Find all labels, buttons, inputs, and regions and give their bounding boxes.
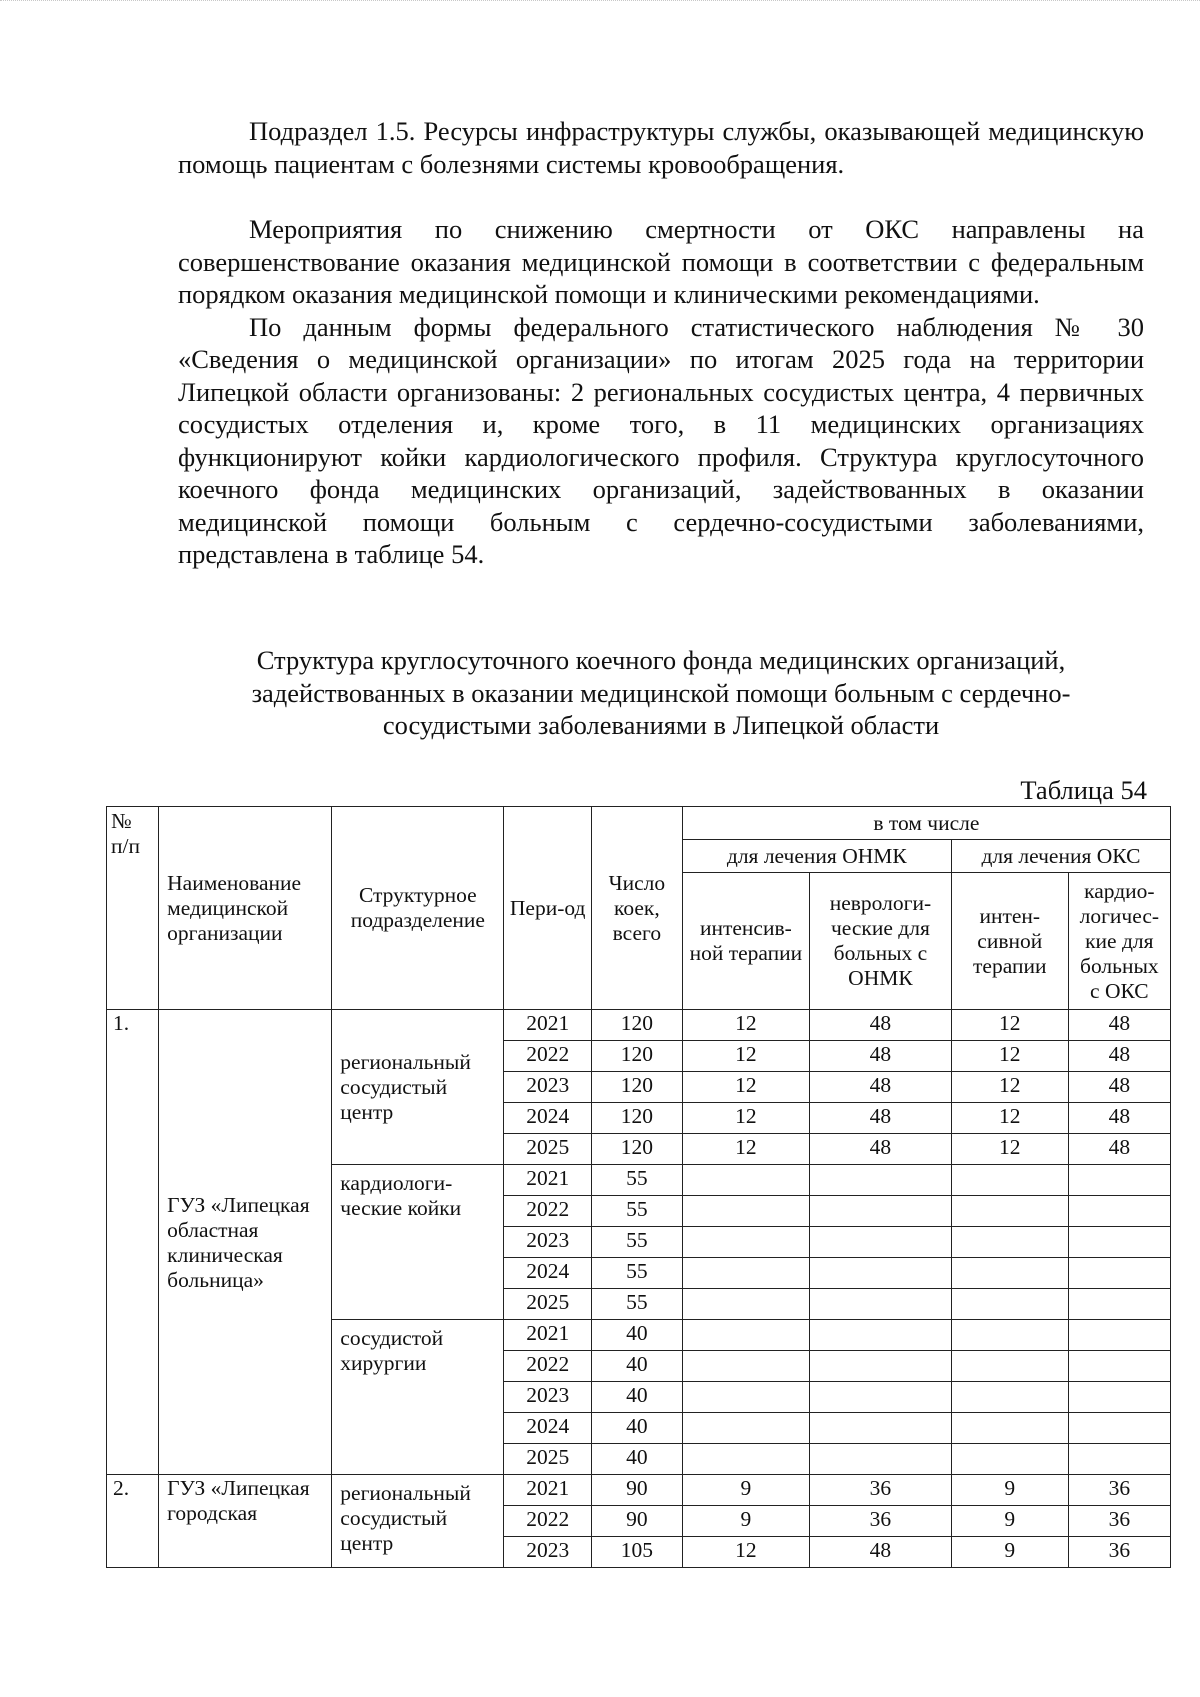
cell-period: 2025 — [504, 1444, 592, 1475]
header-unit: Структурное подразделение — [332, 807, 504, 1010]
cell-period: 2022 — [504, 1196, 592, 1227]
cell-period: 2022 — [504, 1506, 592, 1537]
cell-onmk-neuro — [810, 1444, 952, 1475]
cell-beds: 40 — [592, 1351, 683, 1382]
cell-onmk-neuro — [810, 1165, 952, 1196]
cell-onmk-icu — [682, 1196, 809, 1227]
header-including: в том числе — [682, 807, 1170, 840]
header-oks-icu: интен-сивной терапии — [951, 873, 1068, 1010]
table-row — [107, 1475, 1171, 1506]
structural-unit: кардиологи-ческие койки — [332, 1165, 504, 1320]
org-name: ГУЗ «Липецкая областная клиническая больница» — [159, 1010, 332, 1475]
cell-oks-cardio — [1068, 1227, 1170, 1258]
org-number: 2. — [107, 1475, 159, 1568]
table-header — [107, 807, 1171, 1010]
cell-oks-icu: 12 — [951, 1041, 1068, 1072]
cell-onmk-icu — [682, 1351, 809, 1382]
cell-beds: 120 — [592, 1010, 683, 1041]
cell-onmk-neuro: 48 — [810, 1537, 952, 1568]
cell-period: 2022 — [504, 1351, 592, 1382]
cell-beds: 120 — [592, 1041, 683, 1072]
cell-period: 2023 — [504, 1072, 592, 1103]
header-org: Наименование медицинской организации — [159, 807, 332, 1010]
cell-oks-icu — [951, 1351, 1068, 1382]
header-beds-total: Число коек, всего — [592, 807, 683, 1010]
cell-onmk-neuro — [810, 1196, 952, 1227]
cell-oks-icu: 12 — [951, 1010, 1068, 1041]
cell-onmk-icu: 9 — [682, 1506, 809, 1537]
cell-period: 2025 — [504, 1134, 592, 1165]
paragraph-1: Мероприятия по снижению смертности от ОКС направлены на совершенствование оказания медицинской помощи в соответствии с федеральным порядком оказания медицинской помощи и клиническими рекомендациями. — [178, 214, 1144, 309]
cell-beds: 40 — [592, 1413, 683, 1444]
cell-onmk-neuro: 48 — [810, 1072, 952, 1103]
cell-oks-cardio — [1068, 1196, 1170, 1227]
cell-onmk-neuro — [810, 1351, 952, 1382]
cell-oks-cardio: 36 — [1068, 1506, 1170, 1537]
cell-beds: 40 — [592, 1444, 683, 1475]
table-body — [107, 1010, 1171, 1568]
cell-oks-cardio — [1068, 1444, 1170, 1475]
cell-onmk-icu — [682, 1289, 809, 1320]
cell-oks-icu: 12 — [951, 1103, 1068, 1134]
cell-oks-cardio — [1068, 1320, 1170, 1351]
cell-period: 2023 — [504, 1537, 592, 1568]
cell-beds: 55 — [592, 1165, 683, 1196]
header-oks: для лечения ОКС — [951, 840, 1170, 873]
header-num: № п/п — [107, 807, 159, 1010]
cell-oks-icu — [951, 1227, 1068, 1258]
cell-onmk-icu: 9 — [682, 1475, 809, 1506]
structural-unit: региональный сосудистый центр — [332, 1010, 504, 1165]
org-name: ГУЗ «Липецкая городская — [159, 1475, 332, 1568]
org-number: 1. — [107, 1010, 159, 1475]
structural-unit: региональный сосудистый центр — [332, 1475, 504, 1568]
cell-beds: 55 — [592, 1258, 683, 1289]
section-heading-block — [178, 115, 1144, 180]
cell-onmk-icu: 12 — [682, 1041, 809, 1072]
cell-onmk-icu: 12 — [682, 1134, 809, 1165]
cell-period: 2021 — [504, 1320, 592, 1351]
table-row — [107, 1010, 1171, 1041]
cell-oks-icu: 9 — [951, 1506, 1068, 1537]
cell-oks-icu — [951, 1258, 1068, 1289]
table-caption-line: задействованных в оказании медицинской помощи больным с сердечно- — [251, 677, 1071, 708]
cell-oks-cardio — [1068, 1165, 1170, 1196]
cell-beds: 55 — [592, 1227, 683, 1258]
table-number-label: Таблица 54 — [1020, 775, 1147, 805]
cell-beds: 120 — [592, 1134, 683, 1165]
cell-oks-cardio: 36 — [1068, 1475, 1170, 1506]
cell-onmk-neuro: 36 — [810, 1475, 952, 1506]
header-period: Пери-од — [504, 807, 592, 1010]
cell-beds: 105 — [592, 1537, 683, 1568]
cell-oks-icu — [951, 1320, 1068, 1351]
cell-period: 2021 — [504, 1165, 592, 1196]
cell-oks-cardio — [1068, 1382, 1170, 1413]
cell-oks-icu — [951, 1196, 1068, 1227]
cell-onmk-neuro — [810, 1289, 952, 1320]
cell-onmk-icu — [682, 1227, 809, 1258]
cell-period: 2025 — [504, 1289, 592, 1320]
cell-onmk-icu: 12 — [682, 1103, 809, 1134]
table-caption-line: Структура круглосуточного коечного фонда медицинских организаций, — [256, 645, 1066, 675]
cell-oks-cardio: 36 — [1068, 1537, 1170, 1568]
body-text — [178, 213, 1144, 571]
cell-oks-cardio — [1068, 1289, 1170, 1320]
cell-onmk-neuro — [810, 1382, 952, 1413]
cell-onmk-icu — [682, 1320, 809, 1351]
header-onmk: для лечения ОНМК — [682, 840, 951, 873]
cell-oks-icu: 9 — [951, 1475, 1068, 1506]
cell-onmk-icu: 12 — [682, 1072, 809, 1103]
cell-period: 2021 — [504, 1010, 592, 1041]
cell-beds: 40 — [592, 1382, 683, 1413]
cell-onmk-icu — [682, 1382, 809, 1413]
cell-beds: 40 — [592, 1320, 683, 1351]
cell-onmk-neuro: 36 — [810, 1506, 952, 1537]
cell-oks-icu — [951, 1382, 1068, 1413]
cell-beds: 90 — [592, 1506, 683, 1537]
cell-onmk-icu — [682, 1258, 809, 1289]
cell-onmk-neuro — [810, 1258, 952, 1289]
cell-oks-icu — [951, 1289, 1068, 1320]
cell-oks-icu — [951, 1444, 1068, 1475]
cell-onmk-neuro — [810, 1413, 952, 1444]
header-onmk-icu: интенсив-ной терапии — [682, 873, 809, 1010]
cell-oks-cardio — [1068, 1351, 1170, 1382]
cell-onmk-icu: 12 — [682, 1010, 809, 1041]
cell-beds: 55 — [592, 1196, 683, 1227]
cell-oks-cardio — [1068, 1413, 1170, 1444]
cell-oks-cardio: 48 — [1068, 1134, 1170, 1165]
cell-period: 2022 — [504, 1041, 592, 1072]
cell-oks-cardio: 48 — [1068, 1041, 1170, 1072]
cell-oks-icu — [951, 1413, 1068, 1444]
cell-oks-cardio: 48 — [1068, 1103, 1170, 1134]
cell-beds: 120 — [592, 1072, 683, 1103]
cell-oks-cardio: 48 — [1068, 1072, 1170, 1103]
cell-onmk-neuro — [810, 1227, 952, 1258]
cell-period: 2024 — [504, 1413, 592, 1444]
cell-onmk-neuro: 48 — [810, 1010, 952, 1041]
header-oks-cardio: кардио-логичес-кие для больных с ОКС — [1068, 873, 1170, 1010]
cell-period: 2021 — [504, 1475, 592, 1506]
cell-period: 2023 — [504, 1227, 592, 1258]
cell-oks-cardio: 48 — [1068, 1010, 1170, 1041]
cell-onmk-neuro: 48 — [810, 1041, 952, 1072]
cell-oks-icu: 9 — [951, 1537, 1068, 1568]
cell-beds: 55 — [592, 1289, 683, 1320]
cell-onmk-icu: 12 — [682, 1537, 809, 1568]
cell-oks-icu: 12 — [951, 1134, 1068, 1165]
table-caption-line: сосудистыми заболеваниями в Липецкой области — [382, 710, 940, 740]
cell-oks-cardio — [1068, 1258, 1170, 1289]
page-top-edge — [0, 0, 1200, 10]
cell-onmk-icu — [682, 1413, 809, 1444]
cell-period: 2024 — [504, 1258, 592, 1289]
cell-oks-icu — [951, 1165, 1068, 1196]
cell-period: 2023 — [504, 1382, 592, 1413]
cell-onmk-neuro: 48 — [810, 1103, 952, 1134]
cell-onmk-icu — [682, 1165, 809, 1196]
header-onmk-neuro: неврологи-ческие для больных с ОНМК — [810, 873, 952, 1010]
bed-fund-table — [106, 806, 1171, 1568]
cell-onmk-icu — [682, 1444, 809, 1475]
structural-unit: сосудистой хирургии — [332, 1320, 504, 1475]
cell-beds: 90 — [592, 1475, 683, 1506]
table-caption — [178, 644, 1144, 742]
cell-onmk-neuro: 48 — [810, 1134, 952, 1165]
cell-beds: 120 — [592, 1103, 683, 1134]
paragraph-2: По данным формы федерального статистического наблюдения № 30 «Сведения о медицинской организации» по итогам 2025 года на территории Липецкой области организованы: 2 региональных сосудистых центра, 4 первичных сосудистых отделения и, кроме того, в 11 медицинских организациях функционируют койки кардиологического профиля. Структура круглосуточного коечного фонда медицинских организаций, задействованных в оказании медицинской помощи больным с сердечно-сосудистыми заболеваниями, представлена в таблице 54. — [178, 311, 1144, 569]
cell-oks-icu: 12 — [951, 1072, 1068, 1103]
section-heading: Подраздел 1.5. Ресурсы инфраструктуры службы, оказывающей медицинскую помощь пациентам с болезнями системы кровообращения. — [178, 116, 1144, 179]
cell-onmk-neuro — [810, 1320, 952, 1351]
cell-period: 2024 — [504, 1103, 592, 1134]
